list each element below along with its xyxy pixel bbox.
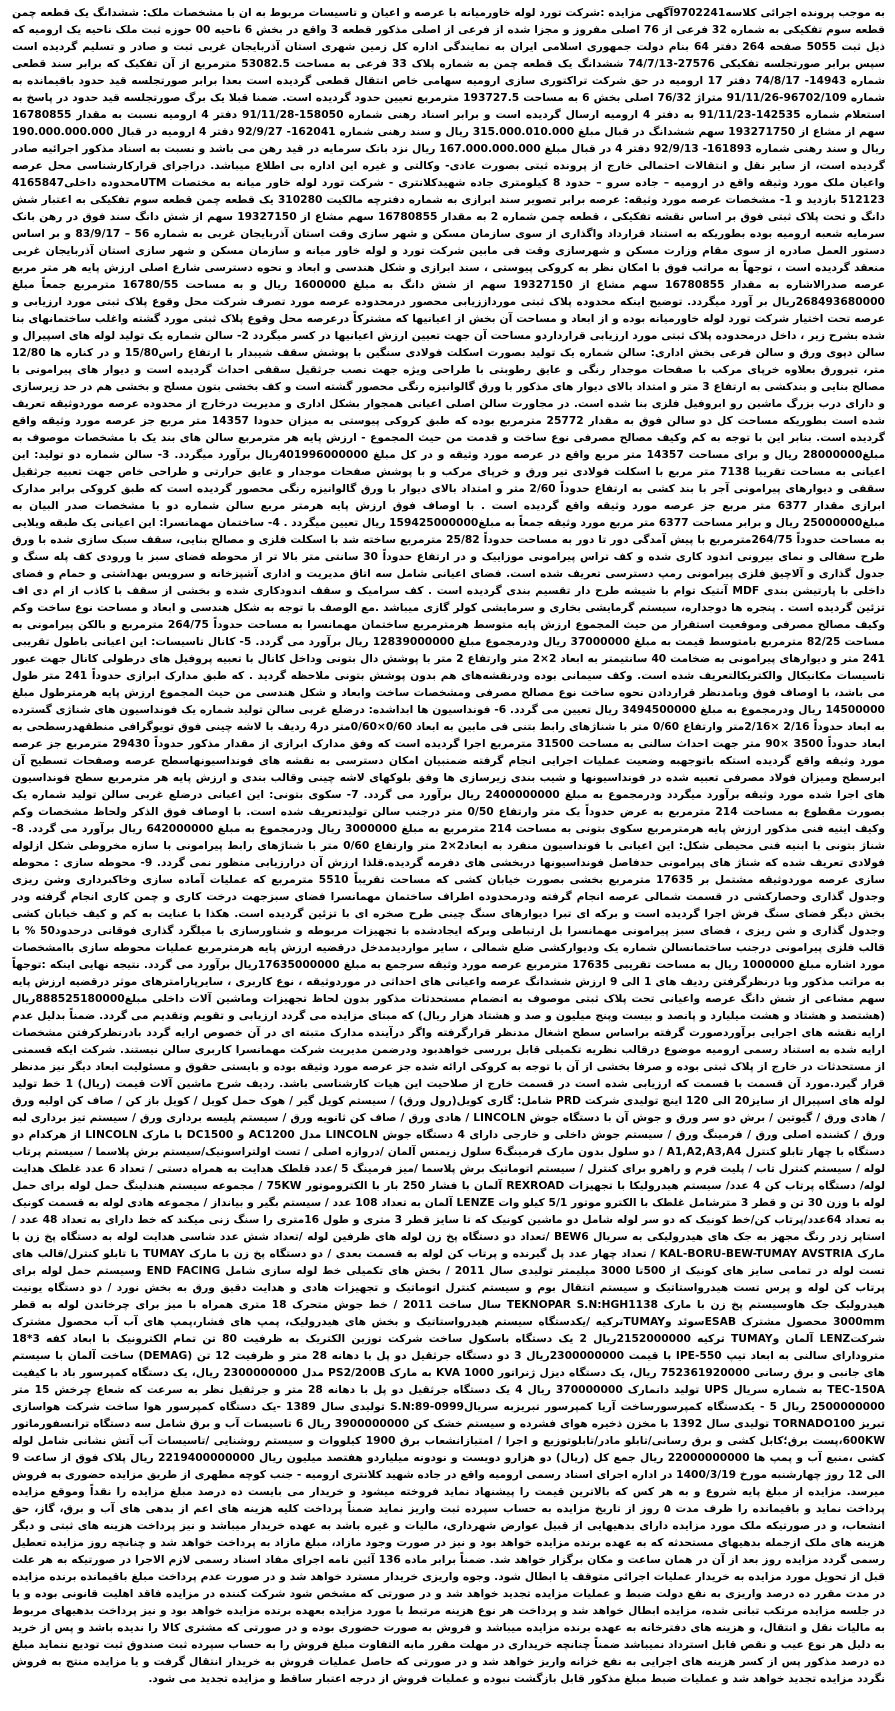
auction-notice-text: به موجب پرونده اجرائی کلاسه9702241آگهی مزایده :شرکت تورد لوله خاورمیانه با عرصه و اعیان و تاسیسات مربوط به ان با مشخصات ملک: ششدانگ یک قطعه چمن قطعه سوم تفکیکی به شماره 32 فرعی از 76 اصلی مفروز و مجزا شده از فرعی از اصلی مذکور قطعه 3 واقع در بخش 6 ناحیه 00 حوزه ثبت ملک ناحیه یک ارومیه که ذیل ثبت 5055 صفحه 264 دفتر 64 بنام دولت جمهوری اسلامی ایران به نمایندگی اداره کل زمین شهری استان آذربایجان غربی ثبت و صادر و تسلیم گردیده است سپس برابر صورتجلسه تفکیکی 27576-74/7/13 ششدانگ یک قطعه چمن به شماره پلاک 33 فرعی به مساحت 53082.5 مترمربع از آن تفکیک که برابر سند قطعی شماره 14943- 74/8/17 دفتر 17 ارومیه در حق شرکت تراکتوری سازی ارومیه سهامی خاص انتقال قطعی گردیده است بعدا برابر صورتجلسه قید حدود باقیمانده به شماره 96702/109-91/11/26 متراژ 76/32 اصلی بخش 6 به مساحت 193727.5 مترمربع تعیین حدود گردیده است. ضمنا قبلا یک برگ صورتجلسه قید حدود در پاسخ به استعلام شماره 142535-91/11/23 به دفتر 4 ارومیه ارسال گردیده است و برابر اسناد رهنی شماره 158050-91/11/28 دفتر 4 ارومیه نسبت به مقدار 16780855 سهم از مشاع از 193271750 سهم ششدانگ در قبال مبلغ 315.000.010.000 ریال و سند رهنی شماره 162041- 92/9/27 دفتر 4 ارومیه در قبال 190.000.000.000 ریال و سند رهنی شماره 161893- 92/9/13 دفتر 4 در قبال مبلغ 167.000.000.000 ریال نزد بانک سرمایه در قید رهن می باشد و نسبت به اسناد مذکور اجرائیه صادر گردیده است، از سایر نقل و انتقالات احتمالی خارج از پرونده ثبتی بصورت عادی- وکالتی و غیره این اداره بی اطلاع میباشد. دراجرای قرارکارشناسی محل عرصه واعیان ملک مورد وثیقه واقع در ارومیه – جاده سرو – حدود 8 کیلومتری جاده شهیدکلانتری - شرکت تورد لوله خاور میانه به مختصات UTMمحدوده داخلی4165847 512123 بازدید و 1- مشخصات عرصه مورد وثیقه: عرصه برابر تصویر سند ابرازی به شماره دفترچه مالکیت 310280 یک قطعه چمن قطعه سوم تفکیکی به اعتبار شش دانگ و تحت پلاک ثبتی فوق بر اساس نقشه تفکیکی ، قطعه چمن شماره 2 به مقدار 16780855 سهم مشاع از 19327150 سهم از شش دانگ سند فوق در رهن بانک سرمایه شعبه ارومیه بوده بطوریکه به استناد قرارداد واگذاری از سوی سازمان مسکن و شهر سازی وقت استان آذربایجان غربی به شماره 56 – 83/9/17 و بر اساس دستور العمل صادره از سوی مقام وزارت مسکن و شهرسازی وقت فی مابین شرکت تورد و لوله خاور میانه و سازمان مسکن و شهر سازی استان آذربایجان غربی منعقد گردیده است ، توجهاً به مراتب فوق با امکان نظر به کروکی پیوستی ، سند ابرازی و شکل هندسی و ابعاد و نحوه دسترسی شارع اصلی ارزش پایه هر متر مربع عرصه صدرالاشاره به مقدار 16780855 سهم مشاع از 19327150 سهم از شش دانگ به مبلغ 1600000 ریال و به مساحت 16780/55 مترمربع جمعاً مبلغ 268493680000ریال بر آورد میگردد. توضیح اینکه محدوده پلاک ثبتی مورداززیابی محصور درمحدوده عرصه مورد تصرف شرکت محل وقوع پلاک ثبتی مورد ارزیابی و عرصه تحت اختیار شرکت تورد لوله خاورمیانه بوده و از ابعاد و مساحت آن بخش از اعیانیها که مشترکاً درعرصه محل وقوع پلاک ثبتی مورد گشته واغلب ساختمانهای بنا شده بشرح زیر ، داخل درمحدوده پلاک ثبتی مورد ارزیابی قرارداردو مساحت آن جهت تعیین ارزش اعیانیها در کسر میگردد 2- سالن شماره یک تولید لوله های اسپیرال و سالن دپوی ورق و سالن فرعی بخش اداری: سالن شماره یک تولید بصورت اسکلت فولادی سنگین با پوشش سقف شیبدار با ارتفاع راس15/80 و در کناره ها 12/80 متر، تیرورق بعلاوه خرپای مرکب با صفحات موجدار رنگی و عایق رطوبتی با طراحی ویژه جهت نصب جرثقیل سقفی احداث گردیده است و دیوار های پیرامونی با مصالح بنایی و بندکشی به ارتفاع 3 متر و امتداد بالای دیوار های مذکور با ورق گالوانیزه رنگی محصور گشته است و کف بخشی بتون مسلح و بخشی هم در حد زیرسازی و دارای درب بزرگ ماشین رو ابروفیل فلزی بنا شده است. در مجاورت سالن اصلی اعیانی همجوار بشکل اداری و مدیریت درخارج از محدوده عرصه موردوثیقه تعریف شده است بطوریکه مساحت کل دو سالن فوق به مقدار 25772 مترمربع بوده که طبق کروکی پیوستی به میزان حدودا 14357 متر مربع جز عرصه مورد وثیقه واقع گردیده است. بنابر این با توجه به کم وکیف مصالح مصرفی نوع ساخت و قدمت من حیث المجموع - ارزش پایه هر مترمربع سالن های بند یک با مشخصات موصوف به مبلغ28000000 ریال و برای مساحت 14357 متر مربع واقع در عرصه مورد وثیقه و در کل مبلغ 401996000000ریال برآورد میگردد. 3- سالن شماره دو تولید: این اعیانی به مساحت تقریبا 7138 متر مربع با اسکلت فولادی تیر ورق و خرپای مرکب و با پوشش صفحات موجدار و عایق حرارتی و طراحی خاص جهت تعبیه جرثقیل سقفی و دیوارهای پیرامونی آجر با بند کشی به ارتفاع حدوداً 2/60 متر و امتداد بالای دیوار با ورق گالوانیزه رنگی محصور گردیده است که طبق کروکی برابر مدارک ابرازی مقدار 6377 متر مربع جز عرصه مورد وثیقه واقع گردیده است . با اوصاف فوق ارزش پایه هرمتر مربع سالن شماره دو با مشخصات صدر البیان به مبلغ25000000 ریال و برابر مساحت 6377 متر مربع مورد وثیقه جمعاً به مبلغ159425000000 ریال تعیین میگردد . 4- ساختمان مهمانسرا: این اعیانی یک طبقه ویلایی به مساحت حدوداً 264/75مترمربع با پیش آمدگی دور تا دور به مساحت حدوداً 25/82 مترمربع ساخته شد با اسکلت فلزی و مصالح بنایی، سقف سبک سازی شده با ورق طرح سفالی و نمای بیرونی اندود کاری شده و کف تراس پیرامونی موزاییک و در ارتفاع حدوداً 30 سانتی متر بالا تر از محوطه فضای سبز با ورودی کف پله سنگ و جدول گذاری و آلاچیق فلزی پیرامونی رمپ دسترسی تعریف شده است. فضای اعیانی شامل سه اتاق مدیریت و اداری آشپزخانه و سرویس بهداشتی و حمام و فضای داخلی با پارتیشن بندی MDF آنتیک توام با شیشه طرح دار تقسیم بندی گردیده است . کف سرامیک و سقف اندودکاری شده و بخشی از سقف با کاذب از ام دی اف تزئین گردیده است . پنجره ها دوجداره، سیستم گرمایشی بخاری و سرمایشی کولر گازی میباشد .مع الوصف با توجه به شکل هندسی و ابعاد و مساحت نوع ساخت وکم وکیف مصالح مصرفی وموقعیت استقرار من حیث المجموع ارزش پایه متوسط هرمترمربع ساختمان مهمانسرا به مساحت حدوداً 264/75 مترمربع و بالکن پیرامونی به مساحت 82/25 مترمربع بامتوسط قیمت به مبلغ 37000000 ریال ودرمجموع مبلغ 12839000000 ریال برآورد می گردد. 5- کانال تاسیسات: این اعیانی باطول تقریبی 241 متر و دیوارهای پیرامونی به ضخامت 40 سانتیمتر به ابعاد 2×2 متر وارتفاع 2 متر با پوشش دال بتونی وداخل کانال با تعبیه پروفیل های درطولی کانال جهت عبور تاسیسات مکانیکال والکتریکالتعریف شده است. وکف سیمانی بوده ودرنقشه‌های هم بدون پوشش بتونی ملاحظه گردید . که طبق مدارک ابرازی حدوداً 241 متر طول می باشد، با اوصاف فوق وبامدنظر قرارداد‌ن نحوه ساخت نوع مصالح مصرفی ومشخصات ساخت وابعاد و شکل هندسی من حیث المجموع ارزش پایه هرمترطول مبلغ 14500000 ریال ودرمجموع به مبلغ 3494500000 ریال تعیین می گردد. 6- فونداسیون ها ابداشده: درضلع غربی سالن تولید شماره یک فونداسیون های شناژی گسترده به ابعاد حدوداً 2/16 ×2/16متر وارتفاع 0/60 متر با شناژهای رابط بتنی فی مابین به ابعاد 0/60×0/60متر در4 ردیف با لاشه چینی فوق تویوگرافی منطقهدرسطحی به ابعاد حدوداً 3500 ×90 متر جهت احداث سالنی به مساحت 31500 مترمربع اجرا گردیده است که وفق مدارک ابرازی از مقدار مذکور حدوداً 29430 مترمربع جز عرصه مورد وثیقه واقع گردیده استکه باتوجهبه وضعیت عملیات اجرایی انجام گرفته ضمنبیان امکان دسترسی به نقشه های فونداسیونهاسطح عرصه وصفحات تسطیح آن ابرسطح ومیزان فولاد مصرفی تعبیه شده در فونداسیونها و شیب بندی زیرسازی ها وفق بلوکهای لاشه چینی وقالب بندی و ارزش پایه هر مترمربع سطح فونداسیون های اجرا شده مورد وثیقه برآورد میگردد ودرمجموع به مبلغ 2400000000 ریال برآورد می گردد. 7- سکوی بتونی: این اعیانی درضلع غربی سالن تولید شماره یک بصورت مقطوع به مساحت 214 مترمربع به عرض حدوداً یک متر وارتفاع 0/50 متر درجنب سالن تولیدتعریف شده است. با اوصاف فوق الذکر ولحاظ مشخصات وکم وکیف ایتیه فنی مذکور ارزش پایه هرمترمربع سکوی بتونی به مساحت 214 مترمربع به مبلغ 3000000 ریال ودرمجموع به مبلغ 642000000 ریال برآورد می گردد. 8- شناژ بتونی با ابنیه فنی محیطی شکل: این اعیانی با فونداسیون منفرد به ابعاد2×2 متر وارتفاع 0/60 متر با شناژهای رابط پیرامونی با سازه مخروطی شکل ازلوله فولادی تعریف شده که شناژ های پیرامونی حدفاصل فونداسیونها دربخشی های دفرمه گردیده.قلذا ارزش آن درارزیابی منظور نمی گردد. 9- محوطه سازی : محوطه سازی عرصه موردوثیقه مشتمل بر 17635 مترمربع بخشی بصورت خیابان کشی که مساحت تقریباً 5510 مترمربع که عملیات آماده سازی وخاکبرداری وشن ریزی وجدول گذاری وحصارکشی در قسمت شمالی عرصه انجام گرفته ودرمحدوده اطراف ساختمان مهمانسرا فضای سبزجهت درخت کاری و چمن کاری انجام گرفته ودر بخش دیگر فضای سنگ فرش اجرا گردیده است و برکه ای تبرا دیوارهای سنگ چینی طرح صخره ای با تزئین گردیده است. هکذا با عنایت به کم و کیف خیابان کشی وجدول گذاری و شن ریزی ، فضای سبز پیرامونی مهمانسرا بل ارتباطی وبرکه ایجادشده با تجهیزات مربوطه و شناورسازی با میلگرد گذاری فوقانی درحدود50 % با قالب فلزی پیرامونی درجنب ساختمانسالن شماره یک ودیوارکشی ضلع شمالی ، سایر مواردیدمدخل درقضیه ارزش پایه هرمترمربع عملیات محوطه سازی باامشخصات مورد اشاره مبلغ 1000000 ریال به مساحت تقریبی 17635 مترمربع عرصه مورد وثیقه سرجمع به مبلغ 17635000000ریال برآورد می گردد. نتیجه نهایی اینکه :توجهاً به مراتب مذکور وبا درنظرگرفتن ردیف های 1 الی 9 ارزش ششدانگ عرصه واعیانی های احداثی در موردوثیقه ، نوع کاربری ، سایرپارامترهای موثر درقضیه ارزش پایه سهم مشاعی از شش دانگ عرصه واعیانی تحت پلاک ثبتی موصوف به انضمام مستحدثات مذکور بدون لحاظ تجهیزات وماشین آلات داخلی مبلغ888525180000ریال (هشتصد و هشتاد و هشت میلیارد و پانصد و بیست وپنج میلیون و صد و هشتاد هزار ریال) که مبنای مزایده می گردد ارزیابی و تقویم وتقدیم می گردد. ضمناً بدلیل عدم ارایه نقشه های اجرایی برآوردصورت گرفته براساس سطح اشغال مدنظر قرارگرفته واگر درآینده مدارک متبته ای در آن خصوص ارایه گردد بادرنظرکرفتن مشخصات ارایه شده به استناد رسمی ارومیه موضوع درقالب نظریه تکمیلی قابل بررسی خواهدبود ودرضمن مدیریت شرکت مهمانسرا کاربری سالن نیستند. شرکت ایکه قسمتی از مستحدثات در خارج از پلاک ثبتی بوده و صرفا بخشی از آن با توجه به کروکی ارائه شده جز عرصه مورد وثیقه بوده و بایستی حقوق و مسئولیت ابعاد دیگر نیز مدنظر قرار گیرد.مورد آن قسمت با قسمت که ارزیابی شده است در قسمت خارج از صلاحیت این هیات کارشناسی باشد. ردیف شرح ماشین آلات قیمت (ریال) 1 خط تولید لوله های اسپیرال از سایز20 الی 120 اینچ تولیدی شرکت PRD شامل: گاری کویل(رول ورق) / سیستم کویل گیر / هوک حمل کویل / کویل باز کن / صاف کن اولیه ورق / هادی ورق / گیوتین / برش دو سر ورق و جوش آن با دستگاه جوش LINCOLN / هادی ورق / صاف کن ثانویه ورق / سیستم پلیسه برداری ورق / سیستم تیز برداری لبه ورق / کشنده اصلی ورق / فرمینگ ورق / سیستم جوش داخلی و خارجی دارای 4 دستگاه جوش LINCOLN مدل AC1200 و DC1500 با مارک LINCOLN از هرکدام دو دستگاه با چهار تابلو کنترل A1,A2,A3,A4 / دو سلول بدون مارک فرمینگ6 سلول زیمنس آلمان /دروازه اصلی / تست اولتراسونیک/سیستم برش پلاسما / سیستم پرتاب لوله / سیستم کنترل تاب / پلیت فرم و راهرو برای کنترل / سیستم اتوماتیک برش پلاسما /میز فرمینگ 5 /عدد قلطک هدایت به همراه دستی / تعداد 6 عدد غلطک هدایت لوله/ دستگاه پرتاب کن 4 عدد/ سیستم هیدرولیکا با تجهیزات REXROAD آلمان با فشار 250 بار با الکتروموتور 75KW / مجموعه سیستم هندلینگ حمل لوله برای حمل لوله با وزن 30 تن و قطر 3 مترشامل غلطک با الکترو موتور 5/1 کیلو وات LENZE آلمان به تعداد 108 عدد / سیستم بگیر و بیانداز / مجموعه هادی لوله به قسمت کونیک به تعداد 64عدد/پرتاب کن/خط کونیک که دو سر لوله شامل دو ماشین کونیک که تا سایز قطر 3 متری و طول 16متری را سنگ زنی میکند که خط دارای به تعداد 48 عدد /استاپر زدر رنگ مجهز به جک های هیدرولیکی به سریال BEW6 /تعداد دو دستگاه پخ زن لوله های ظرفین لوله /تعداد شش عدد شاسی هدایت لوله به دستگاه پخ زن با مارک KAL-BORU-BEW-TUMAY AVSTRIA / تعداد چهار عدد پل گیرنده و پرتاب کن لوله به قسمت بعدی / دو دستگاه پخ زن با مارک TUMAY با تابلو کنترل/قالب های تست لوله در تمامی سایز های کونیک از 500تا 3000 میلیمتر تولیدی سال 2011 / بخش های تکمیلی خط لوله سازی شامل END FACING وسیستم حمل لوله برای پرتاب کن لوله و پرس تست هیدرواستاتیک و سیستم انتقال بوم و سیستم کنترل اتوماتیک و تجهیزات هادی و هدایت دقیق ورق به بخش نورد / دو دستگاه یونیت هیدرولیک جک هاوسیستم پخ زن با مارک TEKNOPAR S.N:HGH1138 سال ساخت 2011 / خط جوش متحرک 18 متری همراه با میز برای چرخاندن لوله به قطر 3000mm محصول مشترک ESABسوئد وTUMAYترکیه /یکدستگاه سیستم هیدرواستاتیک و بخش های هیدرولیک، پمپ های فشار،پمپ های آب آب محصول مشترک شرکتLENZ آلمان وTUMAY ترکیه 2152000000ریال 2 یک دستگاه باسکول ساخت شرکت توزین الکتریک به ظرفیت 80 تن تمام الکترونیک با ابعاد کفه 3*18 مترودارای سالنی به ابعاد تیپ IPE-550 با قیمت 2300000000ریال 3 دو دستگاه جرثقیل دو پل با دهانه 28 متر و ظرفیت 12 تن (DEMAG) ساخت آلمان با سیستم های جانبی و برق رسانی 752361920000 ریال، یک دستگاه دیزل ژنراتور 1000 KVA به مارک PS2/200B مدل 2300000000 ریال، یک دستگاه کمپرسور باد با کیفیت TEC-150A به شماره سریال UPS تولید دانمارک 370000000 ریال 4 یک دستگاه جرثقیل دو پل با دهانه 28 متر و جرثقیل نظر به سرعت که شعاع چرخش 15 متر 2500000000 ریال 5 - یکدستگاه کمپرسورساخت آریا کمپرسور تبریزبه سریالS.N:89-0999 تولیدی سال 1389 -یک دستگاه کمپرسور هوا ساخت شرکت هواسازی تبریز TORNADO100 تولیدی سال 1392 با مخزن ذخیره هوای فشرده و سیستم خشک کن 3900000000 ریال 6 تاسیسات آب و برق شامل سه دستگاه ترانسفورماتور 600KW،پست برق؛کابل کشی و برق رسانی/تابلو مادر/تابلوتوزیع و اجرا / امتیازانشعاب برق 1900 کیلووات و سیستم روشنایی /تاسیسات آب آتش نشانی شامل لوله کشی ،منبع آب و پمپ ها 22000000000 ریال جمع کل (ریال) دو هزارو دویست و نودونه میلیاردو هفتصد میلیون ریال 2219400000000 ریال پلاک فوق از ساعت 9 الی 12 روز چهارشنبه مورخ 1400/3/19 در اداره اجرای اسناد رسمی ارومیه واقع در جاده شهید کلانتری ارومیه - جنب کوچه مطهری از طریق مزایده حضوری به فروش میرسد. مزایده از مبلغ پایه شروع و به هر کس که بالاترین قیمت را پیشنهاد نماید فروخته میشود و خریدار می بایست ده درصد مبلغ مزایده را نقداً وموقع مزایده پرداخت نماید و باقیمانده را ظرف مدت ۵ روز از تاریخ مزایده به حساب سپرده ثبت واریز نماید ضمناً پرداخت کلیه هزینه های اعم از بدهی های آب و برق، گاز، حق انشعاب، و در صورتیکه ملک مورد مزایده دارای بدهیهایی از قبیل عوارض شهرداری، مالیات و غیره باشد به عهده خریدار میباشد و نیز پرداخت هزینه های ثبتی و دیگر هزینه های ملک ازجمله بدهیهای مستحدثه که به عهده برنده مزایده خواهد بود و نیز در صورت وجود مازاد، مبلغ مازاد به پرداخت خواهد شد و چنانچه روز مزایده تعطیل رسمی گردد مزایده روز بعد از آن در همان ساعت و مکان برگزار خواهد شد. ضمناً برابر ماده 136 آئین نامه اجرای مفاد اسناد رسمی لازم الاجرا در صورتیکه به هر علت قبل از تحویل مورد مزایده به خریدار عملیات اجرائی متوقف یا ابطال شود. وجوه واریزی خریدار مسترد خواهد شد و در صورت عدم پرداخت مبلغ باقیمانده برنده مزایده در مدت مقرر ده درصد واریزی به نفع دولت ضبط و عملیات مزایده تجدید خواهد شد و در صورتی که مشخص شود شرکت کننده در مزایده فاقد اهلیت قانونی بوده و یا در جلسه مزایده مرتکب تبانی شده، مزایده ابطال خواهد شد و پرداخت هر نوع هزینه مرتبط با مورد مزایده بعهده برنده مزایده خواهد بود و نیز پرداخت بدهیهای مربوط به مالیات نقل و انتقال، و هزینه های دفترخانه به عهده برنده مزایده میباشد و فروش به صورت حضوری بوده و در صورتی که مشتری کالا را ندیده باشد و پس از خرید به دلیل هر نوع عیب و نقص قابل استرداد نمیباشد ضمناً چنانچه خریداری در مهلت مقرر مابه التفاوت مبلغ فروش را به حساب سپرده ثبت صندوق ثبت تودیع ننماید مبلغ ده درصد مذکور پس از کسر هزینه های اجرایی به نفع خزانه واریز خواهد شد و در صورتی که حاصل عملیات فروش به خریدار انتقال گرفت و یا مزایده منتج به فروش نگردد مزایده تجدید خواهد شد و عملیات ضبط مبلغ مذکور قابل بازگشت نبوده و عملیات فروش از درجه اعتبار ساقط و مزایده تجدید می شود. <box>12 6 886 1685</box>
